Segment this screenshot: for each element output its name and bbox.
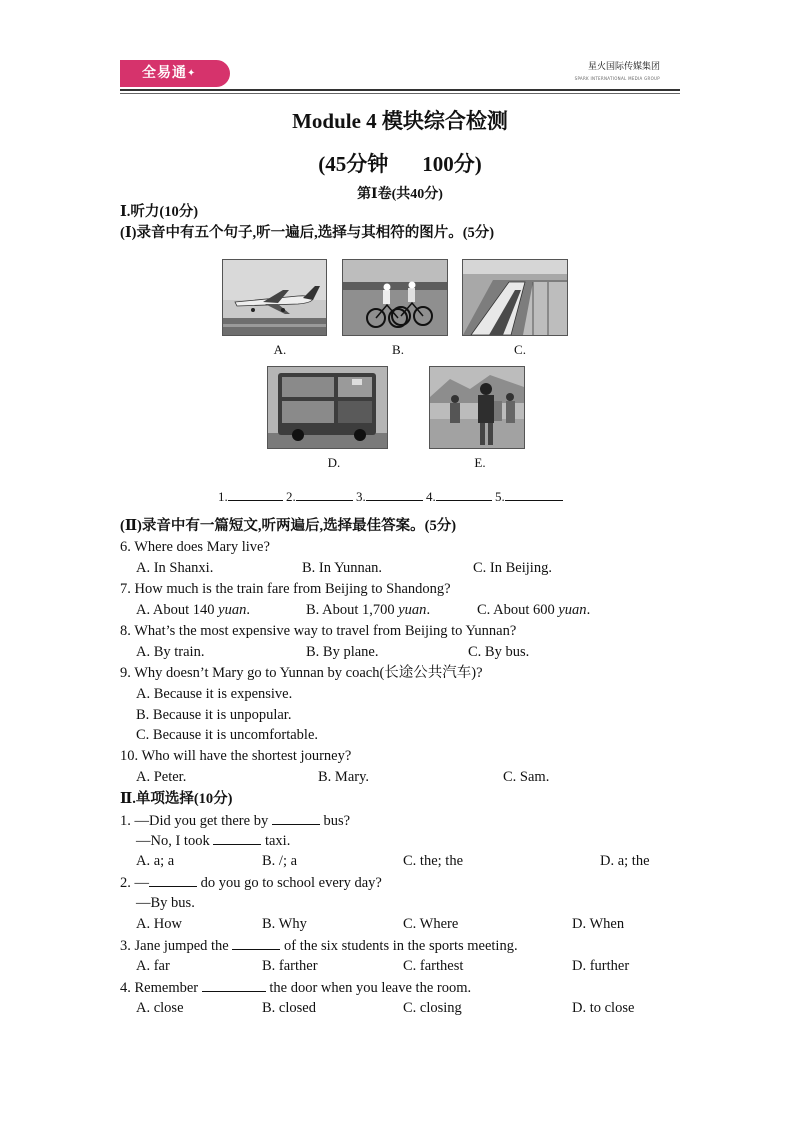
q8-option-b[interactable]: B. By plane. bbox=[306, 644, 379, 660]
header-divider-thin bbox=[120, 93, 680, 94]
brand-subtitle: SPARK INTERNATIONAL MEDIA GROUP bbox=[574, 76, 660, 81]
picture-label-c: C. bbox=[514, 342, 526, 357]
q9-option-a[interactable]: A. Because it is expensive. bbox=[136, 686, 293, 702]
choice-q2-text-a: 2. — bbox=[120, 875, 149, 891]
choice-question-2-line1 bbox=[120, 872, 382, 893]
brand-name-block bbox=[575, 62, 660, 84]
choice-question-3 bbox=[120, 935, 518, 956]
question-6: 6. Where does Mary live? bbox=[120, 539, 270, 555]
answer-label-5: 5. bbox=[495, 489, 505, 504]
choice-q2-text-b: do you go to school every day? bbox=[200, 875, 382, 891]
choice-q3-blank[interactable] bbox=[232, 935, 280, 950]
choice-q1-option-a[interactable]: A. a; a bbox=[136, 853, 175, 869]
answer-blank-1[interactable] bbox=[228, 486, 283, 501]
choice-q2-option-a[interactable]: A. How bbox=[136, 916, 182, 932]
q7-option-b-dot: . bbox=[426, 602, 431, 618]
section-listening-heading: Ⅰ.听力(10分) bbox=[120, 204, 199, 220]
q7-option-a-text: A. About 140 bbox=[136, 602, 219, 618]
choice-q1-reply-a: —No, I took bbox=[136, 833, 210, 849]
volume-heading: 第Ⅰ卷(共40分) bbox=[357, 187, 443, 202]
picture-label-a: A. bbox=[273, 342, 287, 357]
answer-blank-3[interactable] bbox=[366, 486, 423, 501]
q7-option-a-unit: yuan bbox=[218, 602, 247, 618]
choice-q4-option-d[interactable]: D. to close bbox=[572, 1000, 635, 1016]
choice-q1-option-d[interactable]: D. a; the bbox=[600, 853, 650, 869]
question-10: 10. Who will have the shortest journey? bbox=[120, 748, 352, 764]
q7-option-c-dot: . bbox=[586, 602, 591, 618]
listening-part2-instruction: (Ⅱ)录音中有一篇短文,听两遍后,选择最佳答案。(5分) bbox=[120, 518, 457, 534]
q8-option-c[interactable]: C. By bus. bbox=[468, 644, 530, 660]
q7-option-b-text: B. About 1,700 bbox=[306, 602, 399, 618]
answer-blank-2[interactable] bbox=[296, 486, 353, 501]
answer-label-4: 4. bbox=[426, 489, 436, 504]
picture-label-e: E. bbox=[474, 455, 486, 470]
choice-q1-blank-2[interactable] bbox=[213, 830, 261, 845]
listening-answer-row bbox=[218, 486, 563, 505]
choice-question-2-line2: —By bus. bbox=[136, 895, 195, 911]
choice-q4-text-b: the door when you leave the room. bbox=[269, 980, 472, 996]
q6-option-a[interactable]: A. In Shanxi. bbox=[136, 560, 214, 576]
train-photo bbox=[462, 259, 568, 336]
choice-q1-text-b: bus? bbox=[323, 813, 351, 829]
q7-option-a[interactable] bbox=[136, 600, 250, 620]
choice-q2-option-b[interactable]: B. Why bbox=[262, 916, 307, 932]
walkers-photo bbox=[429, 366, 525, 449]
choice-q1-option-c[interactable]: C. the; the bbox=[403, 853, 464, 869]
answer-blank-4[interactable] bbox=[436, 486, 492, 501]
choice-q3-text-b: of the six students in the sports meeting. bbox=[283, 938, 518, 954]
choice-question-1-line2 bbox=[136, 830, 290, 851]
airplane-photo bbox=[222, 259, 327, 336]
time-limit: (45分钟 bbox=[318, 152, 389, 176]
section-choice-heading: Ⅱ.单项选择(10分) bbox=[120, 791, 233, 807]
brand-logo bbox=[120, 60, 230, 87]
choice-q3-option-c[interactable]: C. farthest bbox=[403, 958, 464, 974]
choice-question-1-line1 bbox=[120, 810, 350, 831]
question-8: 8. What’s the most expensive way to travel from Beijing to Yunnan? bbox=[120, 623, 517, 639]
choice-question-4 bbox=[120, 977, 471, 998]
choice-q3-text-a: 3. Jane jumped the bbox=[120, 938, 229, 954]
answer-label-2: 2. bbox=[286, 489, 296, 504]
choice-q3-option-b[interactable]: B. farther bbox=[262, 958, 318, 974]
q10-option-c[interactable]: C. Sam. bbox=[503, 769, 550, 785]
bus-photo bbox=[267, 366, 388, 449]
cyclists-photo bbox=[342, 259, 448, 336]
time-score bbox=[0, 148, 800, 178]
choice-q2-option-d[interactable]: D. When bbox=[572, 916, 625, 932]
answer-blank-5[interactable] bbox=[505, 486, 563, 501]
q7-option-c-text: C. About 600 bbox=[477, 602, 559, 618]
q6-option-b[interactable]: B. In Yunnan. bbox=[302, 560, 383, 576]
choice-q4-option-c[interactable]: C. closing bbox=[403, 1000, 462, 1016]
choice-q1-reply-b: taxi. bbox=[264, 833, 291, 849]
page-title: Module 4 模块综合检测 bbox=[292, 109, 508, 133]
choice-q1-blank-1[interactable] bbox=[272, 810, 320, 825]
header-divider bbox=[120, 89, 680, 91]
q10-option-a[interactable]: A. Peter. bbox=[136, 769, 187, 785]
choice-q4-text-a: 4. Remember bbox=[120, 980, 199, 996]
listening-part1-instruction: (Ⅰ)录音中有五个句子,听一遍后,选择与其相符的图片。(5分) bbox=[120, 225, 495, 241]
q7-option-c[interactable] bbox=[477, 600, 590, 620]
choice-q2-blank[interactable] bbox=[149, 872, 197, 887]
q10-option-b[interactable]: B. Mary. bbox=[318, 769, 370, 785]
choice-q3-option-d[interactable]: D. further bbox=[572, 958, 630, 974]
sparkle-icon: ✦ bbox=[187, 68, 197, 79]
q7-option-a-dot: . bbox=[246, 602, 250, 618]
q7-option-b[interactable] bbox=[306, 600, 430, 620]
choice-q2-option-c[interactable]: C. Where bbox=[403, 916, 459, 932]
choice-q4-option-a[interactable]: A. close bbox=[136, 1000, 184, 1016]
question-9: 9. Why doesn’t Mary go to Yunnan by coach(长途公共汽车)? bbox=[120, 665, 483, 681]
q7-option-b-unit: yuan bbox=[398, 602, 427, 618]
brand-logo-text: 全易通 bbox=[142, 65, 187, 81]
answer-label-3: 3. bbox=[356, 489, 366, 504]
total-score: 100分) bbox=[422, 152, 482, 176]
picture-label-b: B. bbox=[392, 342, 404, 357]
choice-q4-option-b[interactable]: B. closed bbox=[262, 1000, 316, 1016]
choice-q1-text-a: 1. —Did you get there by bbox=[120, 813, 269, 829]
answer-label-1: 1. bbox=[218, 489, 228, 504]
brand-name: 星火国际传媒集团 bbox=[587, 62, 660, 72]
q7-option-c-unit: yuan bbox=[558, 602, 587, 618]
q8-option-a[interactable]: A. By train. bbox=[136, 644, 205, 660]
picture-label-d: D. bbox=[327, 455, 341, 470]
choice-q1-option-b[interactable]: B. /; a bbox=[262, 853, 298, 869]
question-7: 7. How much is the train fare from Beijing to Shandong? bbox=[120, 581, 451, 597]
choice-q3-option-a[interactable]: A. far bbox=[136, 958, 170, 974]
q9-option-b[interactable]: B. Because it is unpopular. bbox=[136, 707, 292, 723]
q9-option-c[interactable]: C. Because it is uncomfortable. bbox=[136, 727, 319, 743]
q6-option-c[interactable]: C. In Beijing. bbox=[473, 560, 552, 576]
choice-q4-blank[interactable] bbox=[202, 977, 266, 992]
